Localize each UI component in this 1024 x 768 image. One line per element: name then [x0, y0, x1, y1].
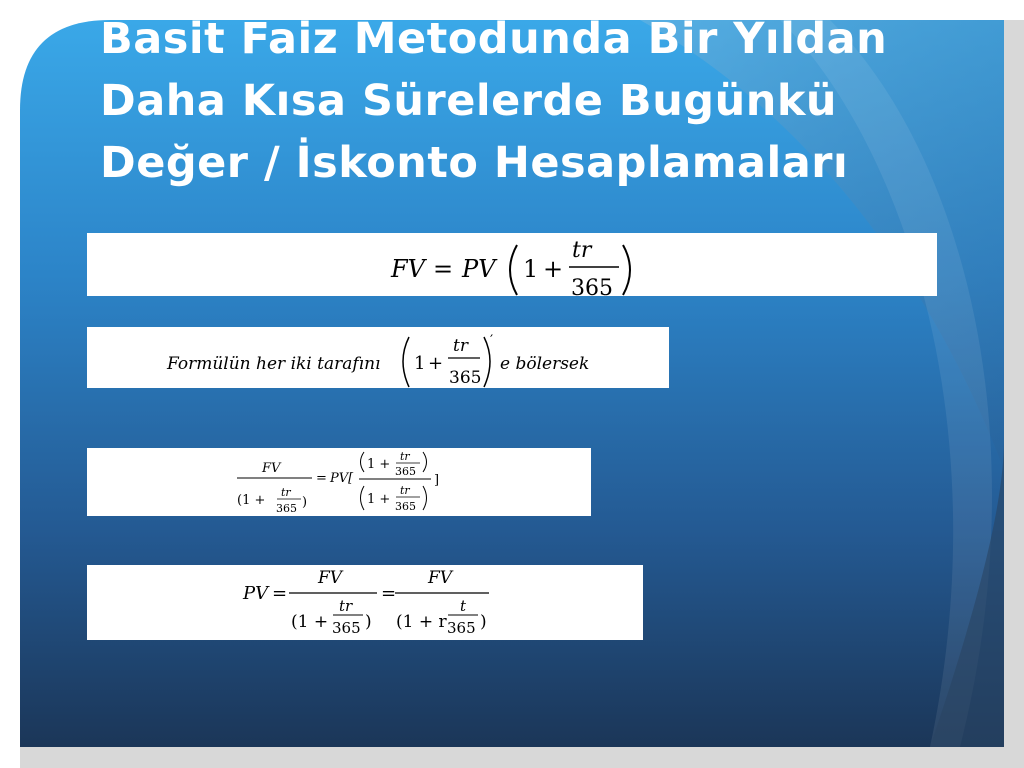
slide-title-line-1: Basit Faiz Metodunda Bir Yıldan	[100, 14, 888, 64]
formula-fv-symbol: FV	[391, 255, 425, 283]
slide-title	[100, 8, 980, 194]
note-suffix: e bölersek	[500, 354, 590, 374]
formula-one: 1	[523, 255, 539, 283]
note-fraction-denominator: 365	[449, 368, 482, 388]
f3-lhs-den-close: )	[302, 495, 308, 510]
f3-bottom-one-plus: 1 +	[367, 492, 391, 507]
formula-pv-symbol: PV	[462, 255, 496, 283]
note-fraction-numerator: tr	[453, 336, 468, 356]
f3-top-left-paren	[361, 452, 365, 472]
formula-plus: +	[543, 255, 564, 283]
note-one: 1	[414, 353, 426, 374]
f3-bottom-right-paren	[423, 486, 427, 510]
f3-bottom-den: 365	[395, 500, 416, 513]
f3-lhs-den-open: (1 +	[237, 493, 266, 508]
f4-equals-2: =	[381, 583, 397, 604]
f4-numerator-2: FV	[428, 568, 453, 588]
formula-left-paren	[510, 245, 517, 295]
formula-future-value	[87, 233, 937, 296]
f4-den1-tr: tr	[339, 597, 353, 615]
f3-lhs-numerator: FV	[262, 461, 281, 476]
f3-top-den: 365	[395, 465, 416, 478]
formula-equals: =	[433, 255, 454, 283]
f4-pv: PV	[243, 583, 269, 604]
f3-lhs-den-den: 365	[276, 502, 297, 515]
formula-fraction-denominator: 365	[571, 276, 613, 296]
formula-divided-both-sides	[87, 448, 591, 516]
note-prime: ′	[490, 333, 494, 349]
f3-top-one-plus: 1 +	[367, 457, 391, 472]
slide-title-line-3: Değer / İskonto Hesaplamaları	[100, 138, 849, 188]
f4-den2-365: 365	[447, 619, 476, 637]
formula-right-paren	[623, 245, 630, 295]
f3-top-right-paren	[423, 452, 427, 472]
f4-den1-close: )	[365, 612, 372, 632]
formula-present-value	[87, 565, 643, 640]
f3-bottom-num: tr	[400, 484, 410, 497]
f3-equals: =	[316, 471, 327, 486]
f4-den1-365: 365	[332, 619, 361, 637]
note-text: Formülün her iki tarafını	[167, 354, 381, 374]
f3-lhs-den-num: tr	[281, 486, 291, 499]
f4-equals-1: =	[272, 583, 288, 604]
f4-den2-close: )	[480, 612, 487, 632]
formula-fraction-numerator: tr	[572, 238, 592, 263]
f4-den2-open: (1 + r	[396, 612, 447, 632]
f3-pv: PV[	[330, 471, 354, 486]
f3-bottom-left-paren	[361, 486, 365, 510]
f3-close-bracket: ]	[434, 473, 440, 488]
slide-title-line-2: Daha Kısa Sürelerde Bugünkü	[100, 76, 838, 126]
note-plus: +	[428, 353, 444, 374]
f4-den1-open: (1 +	[291, 612, 329, 632]
f3-top-num: tr	[400, 450, 410, 463]
f4-numerator-1: FV	[318, 568, 343, 588]
note-left-paren	[403, 337, 409, 387]
formula-divide-note	[87, 327, 669, 388]
f4-den2-t: t	[460, 597, 467, 615]
